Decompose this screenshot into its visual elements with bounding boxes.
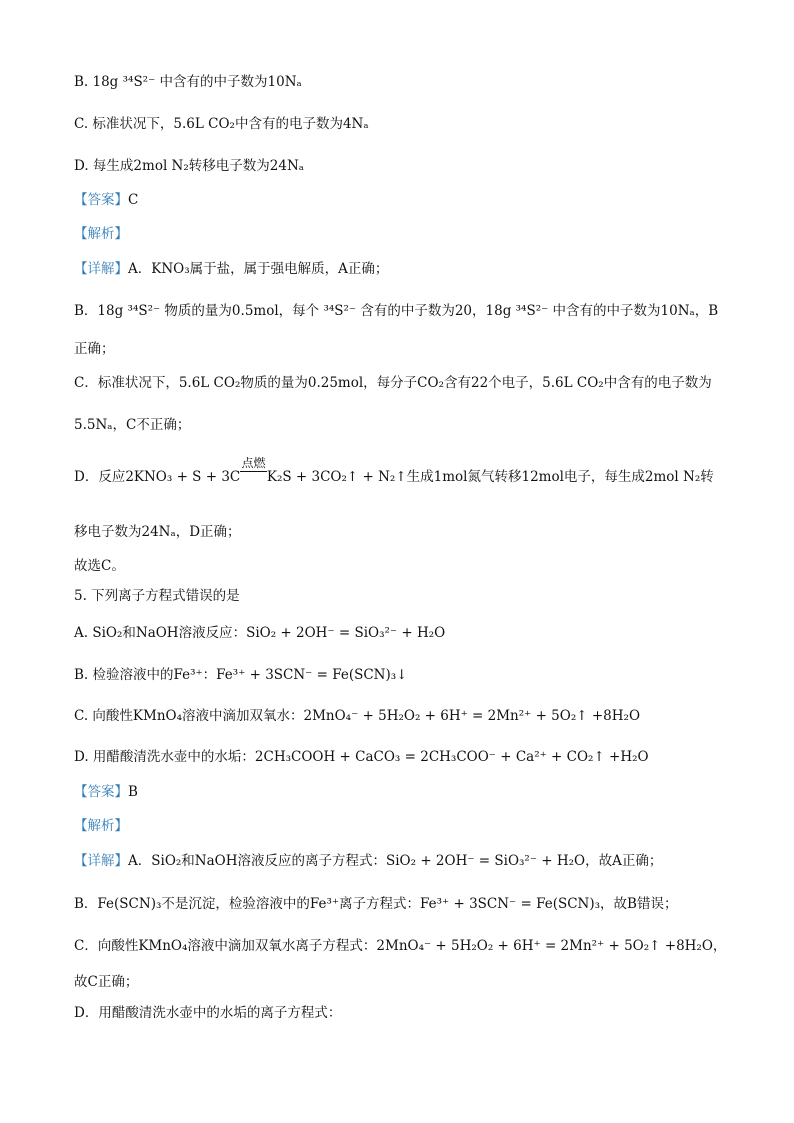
line-text: C (128, 192, 139, 208)
q5-detail-c2 (74, 973, 724, 991)
line-text: B. 18g ³⁴S²⁻ 中含有的中子数为10Nₐ (74, 74, 302, 90)
q5-b (74, 666, 724, 684)
q5-detail-c1 (74, 937, 727, 955)
q4-c (74, 115, 724, 133)
q5-detail-d (74, 1004, 724, 1022)
line-text: B (128, 784, 138, 800)
line-text: 故C正确； (74, 974, 139, 990)
q4-detail-d1 (74, 456, 724, 486)
q5-detail-b (74, 895, 724, 913)
section-tag: 【解析】 (74, 226, 128, 242)
line-text: C．标准状况下，5.6L CO₂物质的量为0.25mol，每分子CO₂含有22个电子，5.6L CO₂中含有的电子数为 (74, 375, 712, 391)
line-text: A．KNO₃属于盐，属于强电解质，A正确； (128, 261, 389, 277)
line-text: D. 用醋酸清洗水壶中的水垢：2CH₃COOH + CaCO₃ = 2CH₃COO⁻ + Ca²⁺ + CO₂↑ +H₂O (74, 749, 649, 765)
q4-answer (74, 191, 724, 209)
q4-d (74, 157, 724, 175)
section-tag: 【答案】 (74, 784, 128, 800)
q4-detail-c2 (74, 416, 724, 434)
q5-c (74, 707, 724, 725)
q4-analysis (74, 225, 724, 243)
q4-detail-a (74, 260, 724, 278)
section-tag: 【解析】 (74, 818, 128, 834)
q5-answer (74, 783, 724, 801)
line-text: A. SiO₂和NaOH溶液反应：SiO₂ + 2OH⁻ = SiO₃²⁻ + H₂O (74, 625, 446, 641)
line-text: C. 标准状况下，5.6L CO₂中含有的电子数为4Nₐ (74, 116, 369, 132)
q5-analysis (74, 817, 724, 835)
line-text: 移电子数为24Nₐ，D正确； (74, 524, 241, 540)
reaction-post: K₂S + 3CO₂↑ + N₂↑生成1mol氮气转移12mol电子，每生成2mol N₂转 (266, 469, 714, 485)
line-text: B. 检验溶液中的Fe³⁺：Fe³⁺ + 3SCN⁻ = Fe(SCN)₃↓ (74, 667, 408, 683)
q4-choose (74, 557, 724, 575)
line-text: B．Fe(SCN)₃不是沉淀，检验溶液中的Fe³⁺离子方程式：Fe³⁺ + 3SCN⁻ = Fe(SCN)₃，故B错误； (74, 896, 678, 912)
q5-d (74, 748, 724, 766)
line-text: 正确； (74, 341, 115, 357)
q4-detail-b1 (74, 302, 724, 320)
q5-detail-a (74, 852, 724, 870)
q4-detail-d2 (74, 523, 724, 541)
line-text: 5. 下列离子方程式错误的是 (74, 588, 240, 604)
line-text: B．18g ³⁴S²⁻ 物质的量为0.5mol，每个 ³⁴S²⁻ 含有的中子数为20，18g ³⁴S²⁻ 中含有的中子数为10Nₐ，B (74, 303, 719, 319)
section-tag: 【详解】 (74, 853, 128, 869)
line-text: C．向酸性KMnO₄溶液中滴加双氧水离子方程式：2MnO₄⁻ + 5H₂O₂ + 6H⁺ = 2Mn²⁺ + 5O₂↑ +8H₂O， (74, 938, 727, 954)
line-text: C. 向酸性KMnO₄溶液中滴加双氧水：2MnO₄⁻ + 5H₂O₂ + 6H⁺ = 2Mn²⁺ + 5O₂↑ +8H₂O (74, 708, 641, 724)
section-tag: 【详解】 (74, 261, 128, 277)
line-text: 故选C。 (74, 558, 125, 574)
q4-detail-b2 (74, 340, 724, 358)
line-text: A．SiO₂和NaOH溶液反应的离子方程式：SiO₂ + 2OH⁻ = SiO₃²⁻ + H₂O，故A正确； (128, 853, 663, 869)
reaction-pre: D．反应2KNO₃ + S + 3C (74, 469, 241, 485)
q4-detail-c1 (74, 374, 724, 392)
line-text: D. 每生成2mol N₂转移电子数为24Nₐ (74, 158, 304, 174)
section-tag: 【答案】 (74, 192, 128, 208)
reaction-condition: 点燃 (241, 456, 266, 470)
q5-a (74, 624, 724, 642)
reaction-arrow (240, 456, 267, 486)
line-text: D．用醋酸清洗水壶中的水垢的离子方程式： (74, 1005, 342, 1021)
line-text: 5.5Nₐ，C不正确； (74, 417, 191, 433)
q4-b (74, 73, 724, 91)
q5-stem (74, 587, 724, 605)
